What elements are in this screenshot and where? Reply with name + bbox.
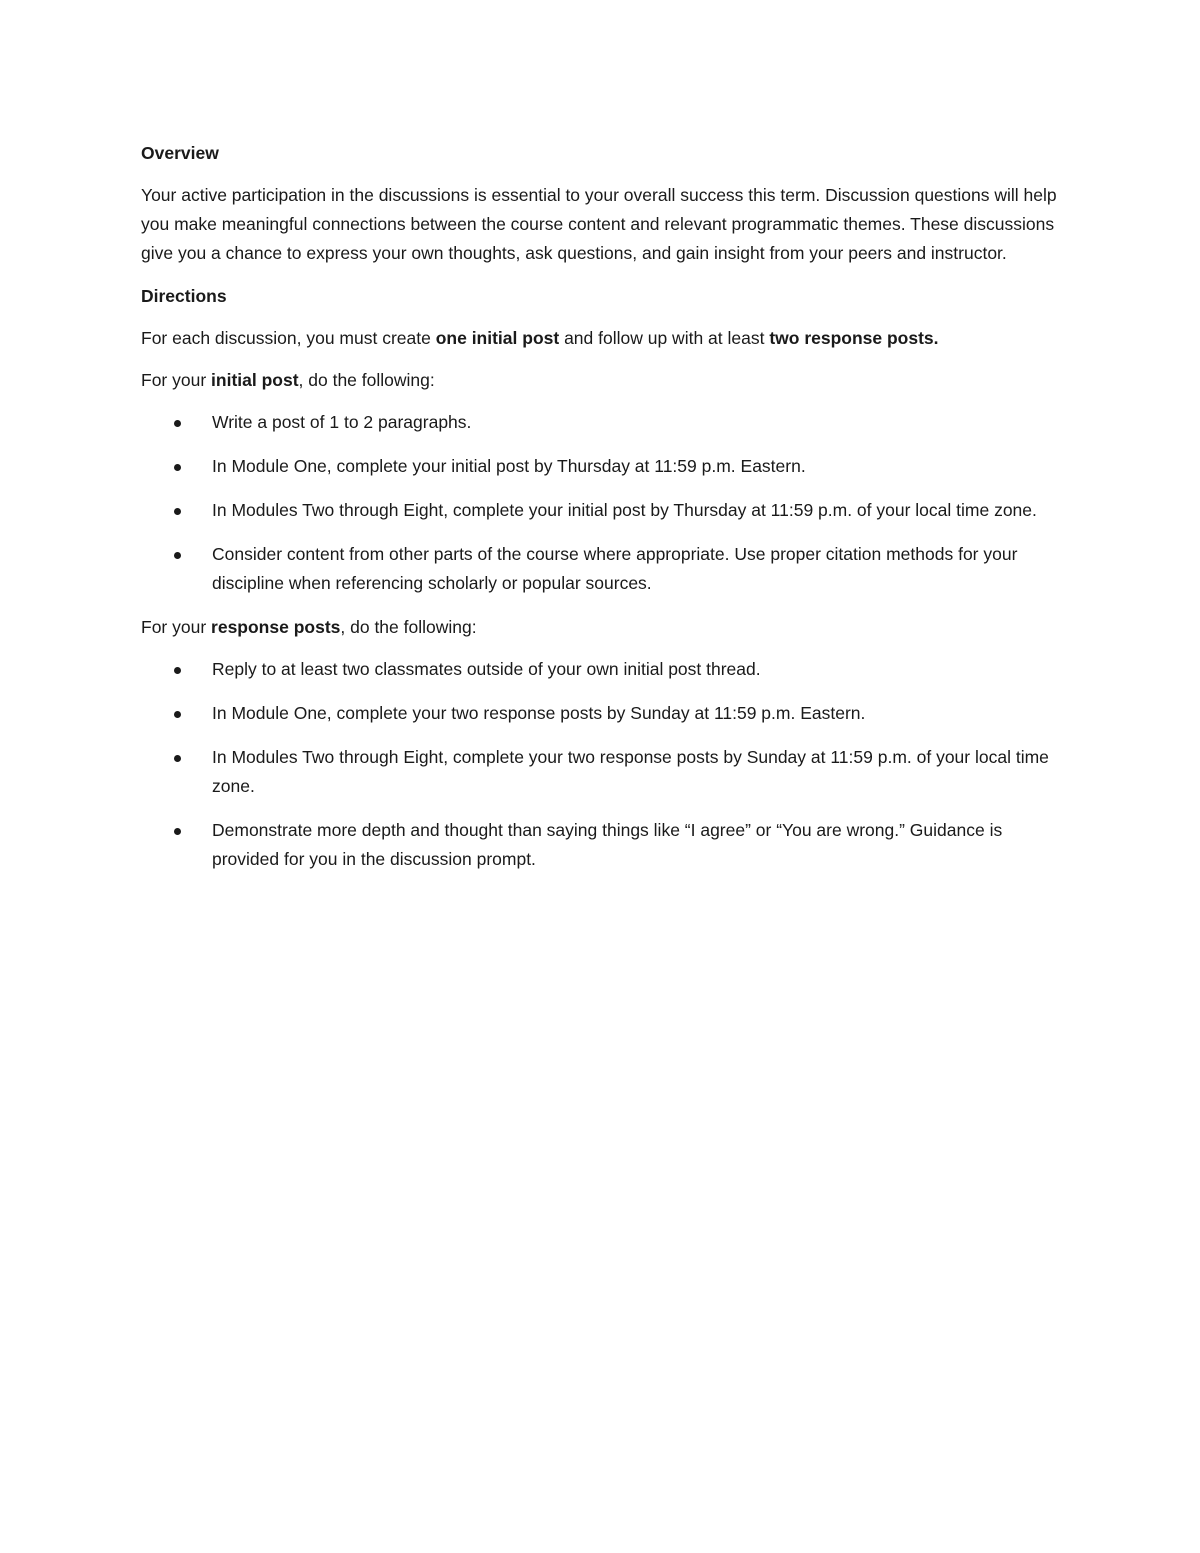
initial-lead-bold: initial post [211,370,299,390]
list-item [141,743,1071,801]
list-item-text: Demonstrate more depth and thought than saying things like “I agree” or “You are wrong.” Guidance is provided for you in the discussion prompt. [212,820,1003,869]
response-post-list [141,655,1071,874]
bullet-icon [174,667,181,674]
bullet-icon [174,755,181,762]
list-item [141,408,1071,437]
intro-text-1: For each discussion, you must create [141,328,436,348]
list-item-text: In Module One, complete your two response posts by Sunday at 11:59 p.m. Eastern. [212,703,866,723]
intro-bold-2: two response posts. [769,328,939,348]
initial-lead-suffix: , do the following: [298,370,435,390]
list-item [141,540,1071,598]
list-item-text: In Modules Two through Eight, complete your two response posts by Sunday at 11:59 p.m. of your local time zone. [212,747,1049,796]
list-item [141,452,1071,481]
directions-heading: Directions [141,286,227,306]
list-item-text: Consider content from other parts of the course where appropriate. Use proper citation methods for your discipline when referencing scholarly or popular sources. [212,544,1018,593]
list-item-text: In Modules Two through Eight, complete your initial post by Thursday at 11:59 p.m. of your local time zone. [212,500,1037,520]
bullet-icon [174,828,181,835]
intro-text-2: and follow up with at least [559,328,770,348]
response-lead-prefix: For your [141,617,212,637]
initial-post-lead [141,366,1071,395]
list-item-text: Reply to at least two classmates outside of your own initial post thread. [212,659,761,679]
list-item [141,655,1071,684]
intro-bold-1: one initial post [435,328,560,348]
list-item-text: Write a post of 1 to 2 paragraphs. [212,412,472,432]
document-page [141,138,1071,889]
bullet-icon [174,552,181,559]
bullet-icon [174,464,181,471]
bullet-icon [174,420,181,427]
response-posts-lead [141,613,1071,642]
bullet-icon [174,711,181,718]
list-item-text: In Module One, complete your initial post by Thursday at 11:59 p.m. Eastern. [212,456,806,476]
initial-post-list [141,408,1071,598]
directions-intro [141,324,1071,353]
list-item [141,496,1071,525]
overview-body: Your active participation in the discussions is essential to your overall success this term. Discussion questions will help you make meaningful connections between the course content and relevant programmatic themes. These discussions give you a chance to express your own thoughts, ask questions, and gain insight from your peers and instructor. [141,185,1057,263]
initial-lead-prefix: For your [141,370,212,390]
list-item [141,699,1071,728]
overview-heading: Overview [141,143,219,163]
response-lead-bold: response posts [211,617,341,637]
list-item [141,816,1071,874]
bullet-icon [174,508,181,515]
response-lead-suffix: , do the following: [340,617,477,637]
